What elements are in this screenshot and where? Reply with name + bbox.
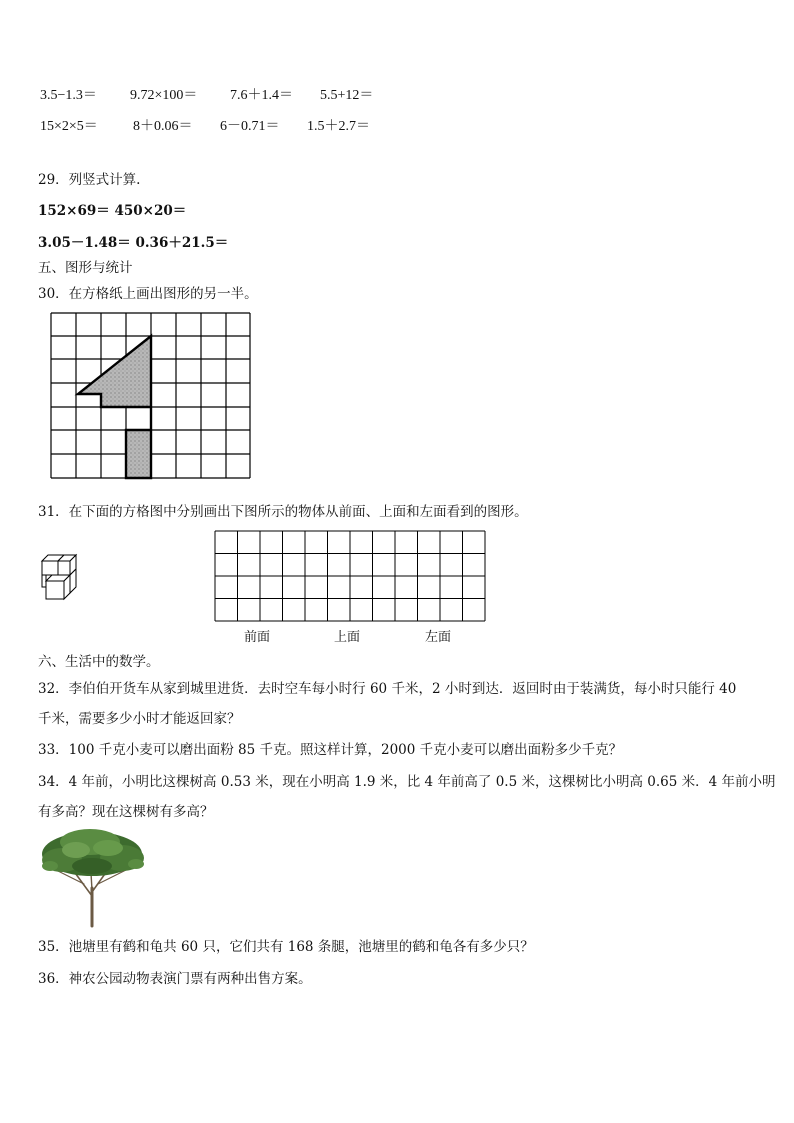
calc-item: 3.5−1.3＝ bbox=[40, 88, 97, 103]
q30-grid-figure bbox=[50, 312, 252, 480]
cube-stack-figure bbox=[36, 551, 82, 603]
q34-line1: 34．4 年前，小明比这棵树高 0.53 米，现在小明高 1.9 米，比 4 年前高了 0.5 米，这棵树比小明高 0.65 米．4 年前小明 bbox=[38, 774, 776, 790]
label-left-view: 左面 bbox=[425, 630, 452, 645]
label-top-view: 上面 bbox=[334, 630, 361, 645]
q36-text: 36．神农公园动物表演门票有两种出售方案。 bbox=[38, 971, 312, 987]
q32-line1: 32．李伯伯开货车从家到城里进货．去时空车每小时行 60 千米，2 小时到达．返回时由于装满货，每小时只能行 40 bbox=[38, 681, 737, 697]
q29-title: 29．列竖式计算. bbox=[38, 172, 141, 188]
section-5-heading: 五、图形与统计 bbox=[38, 260, 133, 276]
q29-line1: 152×69＝ 450×20＝ bbox=[38, 203, 187, 219]
label-front-view: 前面 bbox=[244, 630, 271, 645]
q32-line2: 千米，需要多少小时才能返回家？ bbox=[38, 711, 241, 727]
q35-text: 35．池塘里有鹤和龟共 60 只，它们共有 168 条腿，池塘里的鹤和龟各有多少只？ bbox=[38, 939, 534, 955]
q30-text: 30．在方格纸上画出图形的另一半。 bbox=[38, 286, 258, 302]
calc-item: 6－0.71＝ bbox=[220, 119, 280, 134]
section-6-heading: 六、生活中的数学。 bbox=[38, 654, 160, 670]
q33-text: 33．100 千克小麦可以磨出面粉 85 千克。照这样计算，2000 千克小麦可以磨出面粉多少千克？ bbox=[38, 742, 623, 758]
calc-item: 8＋0.06＝ bbox=[133, 119, 193, 134]
q34-line2: 有多高？现在这棵树有多高？ bbox=[38, 804, 214, 820]
calc-item: 15×2×5＝ bbox=[40, 119, 98, 134]
q31-grid bbox=[214, 530, 486, 622]
tree-image bbox=[40, 826, 146, 928]
calc-item: 9.72×100＝ bbox=[130, 88, 198, 103]
calc-item: 5.5+12＝ bbox=[320, 88, 374, 103]
calc-item: 7.6＋1.4＝ bbox=[230, 88, 293, 103]
calc-item: 1.5＋2.7＝ bbox=[307, 119, 370, 134]
q29-line2: 3.05－1.48＝ 0.36＋21.5＝ bbox=[38, 235, 229, 251]
q31-text: 31．在下面的方格图中分别画出下图所示的物体从前面、上面和左面看到的图形。 bbox=[38, 504, 528, 520]
